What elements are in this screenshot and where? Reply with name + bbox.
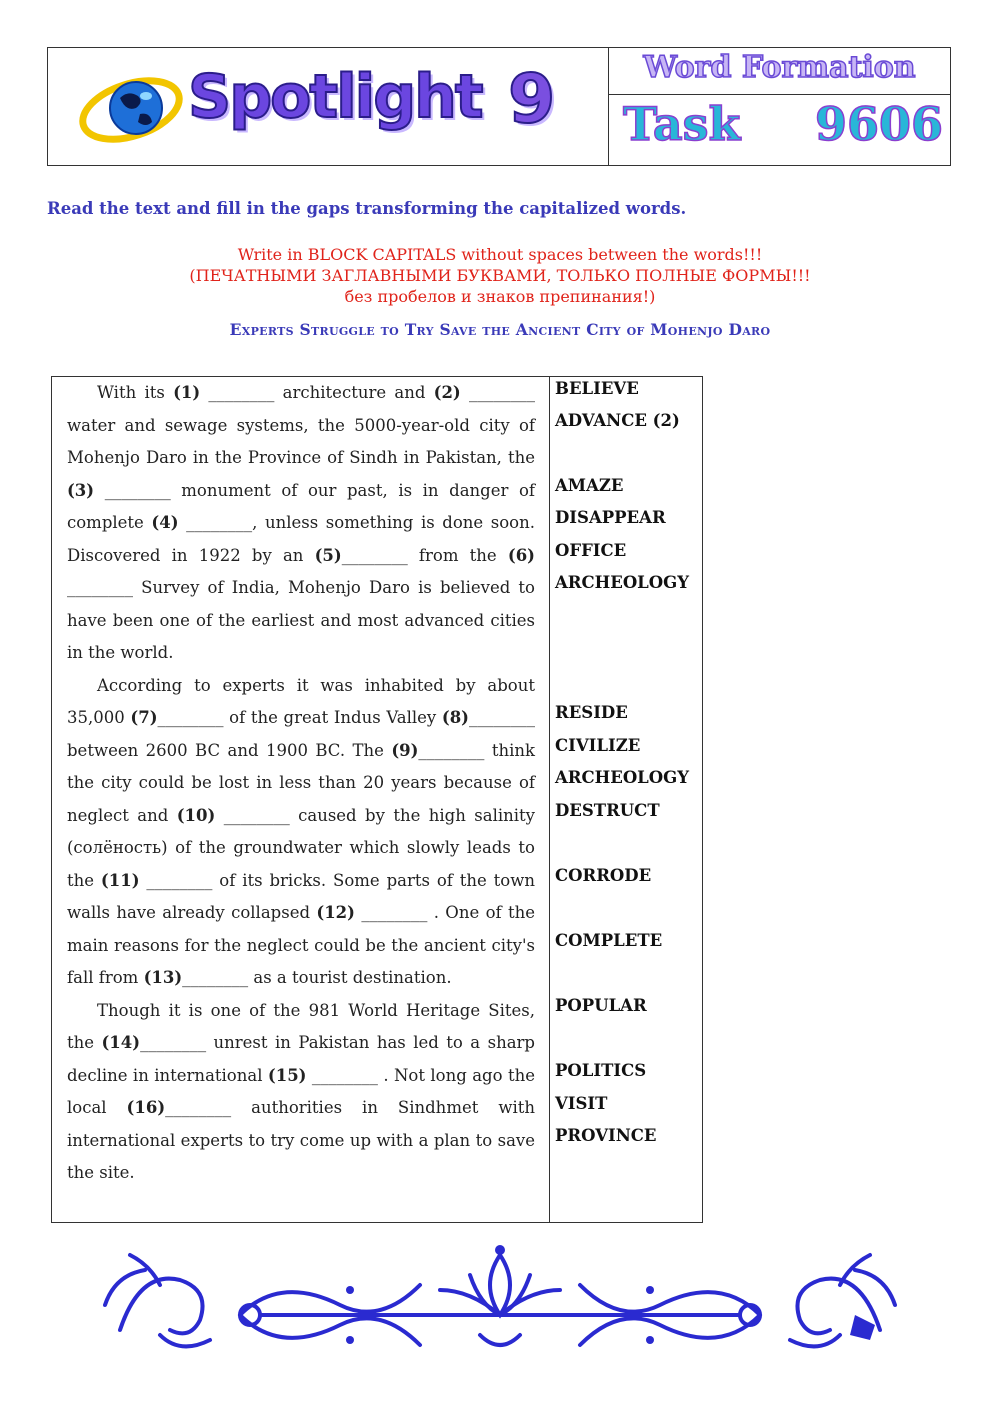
gap-14: (14) <box>101 1033 141 1052</box>
gap-8: (8) <box>441 708 469 727</box>
paragraph-1: With its (1) ________ architecture and (2) ________ water and sewage systems, the 5000-year-old city of Mohenjo Daro in the Province of Sindh in Pakistan, the (3) ________ monument of our past, is in danger of complete (4) ________, unless something is done soon. Discovered in 1922 by an (5)________ from the (6) ________ Survey of India, Mohenjo Daro is believed to have been one of the earliest and most advanced cities in the world. <box>67 383 535 662</box>
capitals-line-2: (ПЕЧАТНЫМИ ЗАГЛАВНЫМИ БУКВАМИ, ТОЛЬКО ПОЛНЫЕ ФОРМЫ!!! <box>189 266 811 285</box>
column-divider <box>549 377 550 1222</box>
globe-icon <box>76 68 186 148</box>
task-number: 9606 <box>814 97 943 151</box>
gap-10: (10) <box>176 805 216 825</box>
word-13: POPULAR <box>555 996 647 1015</box>
header-logo-cell <box>48 48 609 165</box>
logo-spotlight: Spotlight <box>188 62 482 132</box>
header-word-formation-cell <box>609 48 950 95</box>
text-title: Experts Struggle to Try Save the Ancient City of Mohenjo Daro <box>229 320 771 339</box>
ornament-icon <box>100 1235 900 1365</box>
gap-12: (12) <box>316 903 355 922</box>
main-instruction: Read the text and fill in the gaps transforming the capitalized words. <box>47 199 687 218</box>
capitals-line-3: без пробелов и знаков препинания!) <box>344 287 656 306</box>
word-1: BELIEVE <box>555 379 639 398</box>
word-12: COMPLETE <box>555 931 663 950</box>
word-11: CORRODE <box>555 866 652 885</box>
gap-13: (13) <box>143 968 183 987</box>
word-15: VISIT <box>555 1094 608 1113</box>
gap-9: (9) <box>391 740 419 760</box>
gap-6: (6) <box>507 545 535 565</box>
gap-4: (4) <box>151 513 179 532</box>
gap-5: (5) <box>314 545 342 565</box>
gap-3: (3) <box>67 480 95 500</box>
capitals-line-1: Write in BLOCK CAPITALS without spaces between the words!!! <box>237 245 763 264</box>
paragraph-3: Though it is one of the 981 World Heritage Sites, the (14)________ unrest in Pakistan has led to a sharp decline in international (15) ________ . Not long ago the local (16)________ authorities in Sindhmet with international experts to try come up with a plan to save the site. <box>67 1000 535 1182</box>
gap-1: (1) <box>173 383 201 402</box>
gap-11: (11) <box>100 870 140 890</box>
word-4: DISAPPEAR <box>555 508 666 527</box>
word-9: ARCHEOLOGY <box>555 768 690 787</box>
task-label: Task <box>623 97 741 151</box>
header-box <box>47 47 951 166</box>
gap-7: (7) <box>130 708 158 727</box>
word-3: AMAZE <box>555 476 624 495</box>
task-table <box>51 376 703 1223</box>
word-16: PROVINCE <box>555 1126 657 1145</box>
text-column <box>67 377 535 1190</box>
logo-number: 9 <box>508 60 556 139</box>
gap-15: (15) <box>267 1065 307 1085</box>
gap-2: (2) <box>433 383 461 402</box>
paragraph-2: According to experts it was inhabited by about 35,000 (7)________ of the great Indus Valley (8)________ between 2600 BC and 1900 BC. The (9)________ think the city could be lost in less than 20 years because of neglect and (10) ________ caused by the high salinity (солёность) of the groundwater which slowly leads to the (11) ________ of its bricks. Some parts of the town walls have already collapsed (12) ________ . One of the main reasons for the neglect could be the ancient city's fall from (13)________ as a tourist destination. <box>67 675 536 987</box>
word-5: OFFICE <box>555 541 627 560</box>
task-title <box>623 97 943 151</box>
word-6: ARCHEOLOGY <box>555 573 690 592</box>
word-2: ADVANCE (2) <box>555 411 680 430</box>
capitals-instruction <box>47 244 953 307</box>
word-7: RESIDE <box>555 703 628 722</box>
word-10: DESTRUCT <box>555 801 660 820</box>
gap-16: (16) <box>126 1098 166 1117</box>
word-formation-title: Word Formation <box>643 50 916 85</box>
word-8: CIVILIZE <box>555 736 641 755</box>
header-task-cell <box>609 95 950 165</box>
word-14: POLITICS <box>555 1061 647 1080</box>
